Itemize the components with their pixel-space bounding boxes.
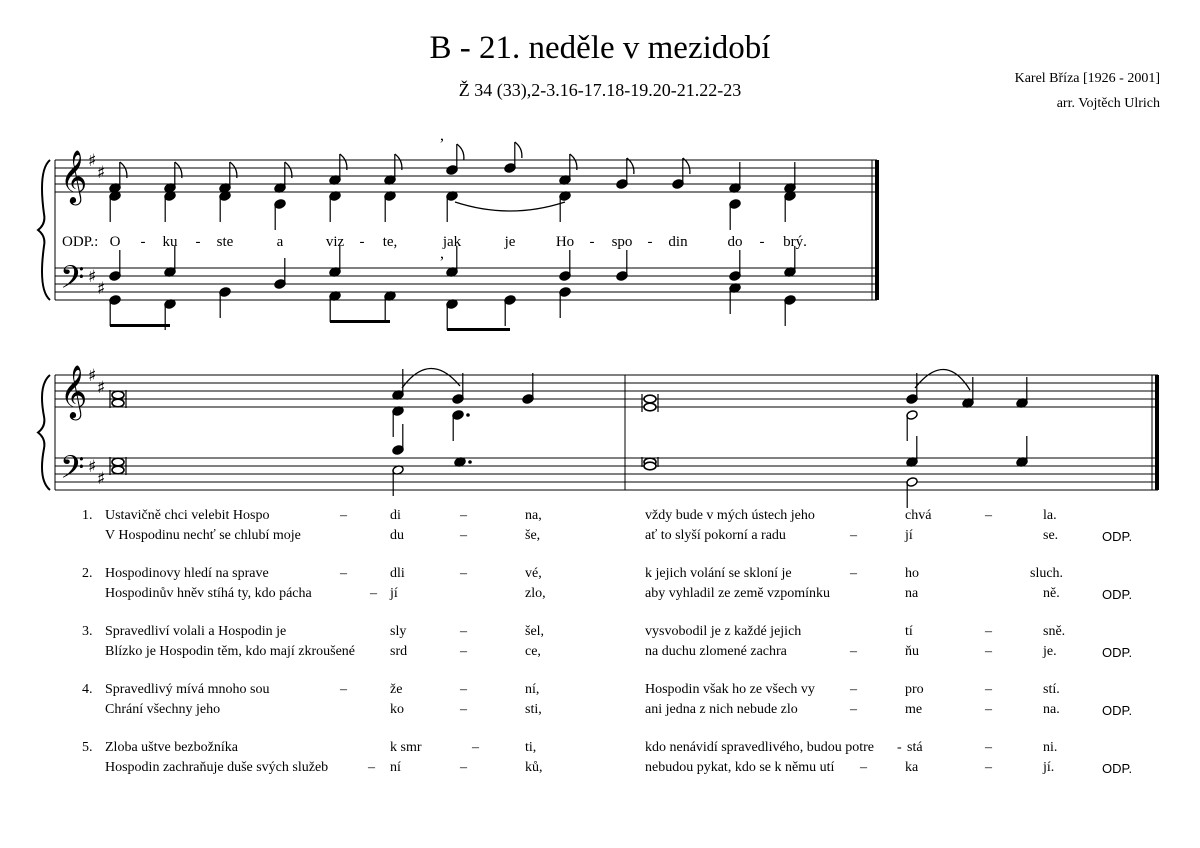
response-syllable: ste xyxy=(216,234,234,250)
verse-fragment: – xyxy=(985,760,992,775)
verse-fragment: Blízko je Hospodin těm, kdo mají zkroušené xyxy=(105,644,356,659)
verse-fragment: di xyxy=(390,508,401,523)
verse-fragment: vé, xyxy=(525,566,542,581)
verse-fragment: k smr xyxy=(390,740,422,755)
sharp-icon: ♯ xyxy=(88,366,97,386)
system-2 xyxy=(38,364,1159,508)
treble-clef-icon: 𝄞 xyxy=(60,149,88,203)
verse-fragment: ať to slyší pokorní a radu xyxy=(645,528,786,543)
verse-fragment: – xyxy=(460,566,467,581)
response-syllable: brý. xyxy=(783,234,807,250)
final-barline xyxy=(1155,375,1159,490)
verse-fragment: na. xyxy=(1043,702,1060,717)
sharp-icon: ♯ xyxy=(97,163,106,183)
verse-fragment: kdo nenávidí spravedlivého, budou potre xyxy=(645,740,875,755)
response-syllable: - xyxy=(359,234,365,250)
verse-fragment: Hospodinovy hledí na sprave xyxy=(105,566,269,581)
system-1 xyxy=(38,127,879,331)
verse-fragment: – xyxy=(850,528,857,543)
verse-fragment: – xyxy=(340,682,347,697)
verse-fragment: – xyxy=(340,508,347,523)
verse-fragment: ně. xyxy=(1043,586,1060,601)
verse-number: 5. xyxy=(82,740,93,755)
verse-fragment: se. xyxy=(1043,528,1059,543)
verse-fragment: – xyxy=(850,566,857,581)
beam xyxy=(110,324,170,327)
verse-fragment: – xyxy=(985,624,992,639)
verse-fragment: – xyxy=(370,586,377,601)
verse-fragment: sně. xyxy=(1043,624,1066,639)
verse-fragment: vysvobodil je z každé jejich xyxy=(645,624,802,639)
verse-fragment: – xyxy=(460,702,467,717)
response-syllable: ku xyxy=(162,234,178,250)
breve-notehead xyxy=(644,403,656,411)
verse-fragment: pro xyxy=(905,682,924,697)
response-syllable: - xyxy=(195,234,201,250)
verse-fragment: – xyxy=(850,644,857,659)
note-flag xyxy=(515,142,522,158)
composer-credit: Karel Bříza [1926 - 2001] xyxy=(1014,71,1160,86)
verse-fragment: aby vyhladil ze země vzpomínku xyxy=(645,586,831,601)
verse-fragment: me xyxy=(905,702,923,717)
breve-notehead xyxy=(112,391,124,399)
verse-fragment: – xyxy=(472,740,479,755)
tie xyxy=(455,202,565,211)
response-syllable: spo xyxy=(611,234,633,250)
response-cue: ODP. xyxy=(1102,703,1133,718)
verse-fragment: – xyxy=(860,760,867,775)
verse-fragment: ka xyxy=(905,760,919,775)
verse-fragment: – xyxy=(985,682,992,697)
verse-fragment: tí xyxy=(905,624,913,639)
beam xyxy=(330,320,390,323)
page-title: B - 21. neděle v mezidobí xyxy=(429,30,771,66)
response-cue: ODP. xyxy=(1102,645,1133,660)
breve-notehead xyxy=(112,458,124,466)
verse-fragment: du xyxy=(390,528,404,543)
verse-fragment: – xyxy=(460,624,467,639)
verse-fragment: – xyxy=(460,508,467,523)
verse-number: 2. xyxy=(82,566,93,581)
verse-fragment: sly xyxy=(390,624,407,639)
response-syllable: - xyxy=(589,234,595,250)
verse-fragment: srd xyxy=(390,644,408,659)
breath-mark: , xyxy=(440,245,444,262)
final-barline xyxy=(875,160,879,300)
verse-fragment: – xyxy=(985,644,992,659)
verse-fragment: V Hospodinu nechť se chlubí moje xyxy=(105,528,301,543)
verse-fragment: – xyxy=(460,682,467,697)
sharp-icon: ♯ xyxy=(97,469,106,489)
verse-fragment: Zloba uštve bezbožníka xyxy=(105,740,238,755)
verse-fragment: ní, xyxy=(525,682,540,697)
verse-fragment: šel, xyxy=(525,624,545,639)
psalm-reference: Ž 34 (33),2-3.16-17.18-19.20-21.22-23 xyxy=(458,80,742,100)
verse-number: 3. xyxy=(82,624,93,639)
response-syllable: O xyxy=(109,234,121,250)
verse-fragment: jí. xyxy=(1043,760,1055,775)
sharp-icon: ♯ xyxy=(97,378,106,398)
brace-icon xyxy=(38,160,50,300)
verse-fragment: stí. xyxy=(1043,682,1060,697)
response-lyrics xyxy=(62,234,807,250)
verse-fragment: ti, xyxy=(525,740,537,755)
verse-fragment: ce, xyxy=(525,644,541,659)
verse-fragment: Spravedliví volali a Hospodin je xyxy=(105,624,287,639)
verse-fragment: – xyxy=(368,760,375,775)
verse-fragment: ani jedna z nich nebude zlo xyxy=(645,702,798,717)
verse-fragment: - xyxy=(897,740,902,755)
response-syllable: - xyxy=(140,234,146,250)
arranger-credit: arr. Vojtěch Ulrich xyxy=(1056,96,1160,111)
verse-fragment: – xyxy=(985,702,992,717)
verse-fragment: – xyxy=(985,508,992,523)
verse-fragment: na xyxy=(905,586,919,601)
note-flag xyxy=(457,144,464,160)
breve-notehead xyxy=(112,399,124,407)
response-syllable: din xyxy=(668,234,688,250)
response-syllable: do xyxy=(727,234,743,250)
verse-fragment: ní xyxy=(390,760,401,775)
verse-fragment: – xyxy=(850,702,857,717)
verse-fragment: jí xyxy=(390,586,398,601)
verse-fragment: ků, xyxy=(525,760,543,775)
response-cue: ODP. xyxy=(1102,587,1133,602)
breath-mark: , xyxy=(440,127,444,144)
verse-fragment: ňu xyxy=(905,644,919,659)
breve-notehead xyxy=(112,466,124,474)
bass-clef-icon: 𝄢 xyxy=(60,449,85,493)
verse-fragment: sluch. xyxy=(1030,566,1064,581)
verse-fragment: – xyxy=(460,644,467,659)
verse-fragment: je. xyxy=(1043,644,1057,659)
verse-fragment: še, xyxy=(525,528,541,543)
verse-fragment: Spravedlivý mívá mnoho sou xyxy=(105,682,270,697)
verse-fragment: nebudou pykat, kdo se k němu utí xyxy=(645,760,835,775)
verse-fragment: sti, xyxy=(525,702,542,717)
verse-fragment: Hospodinův hněv stíhá ty, kdo pácha xyxy=(105,586,312,601)
response-syllable: jak xyxy=(442,234,462,250)
sharp-icon: ♯ xyxy=(88,267,97,287)
response-syllable: je xyxy=(504,234,516,250)
response-syllable: Ho xyxy=(555,234,575,250)
response-syllable: te, xyxy=(382,234,398,250)
beam xyxy=(447,328,510,331)
sharp-icon: ♯ xyxy=(88,151,97,171)
verse-fragment: – xyxy=(460,760,467,775)
augmentation-dot xyxy=(466,413,470,417)
verse-fragment: Hospodin však ho ze všech vy xyxy=(645,682,815,697)
sharp-icon: ♯ xyxy=(88,457,97,477)
breve-notehead xyxy=(644,462,656,470)
response-syllable: a xyxy=(276,234,284,250)
verse-fragment: Ustavičně chci velebit Hospo xyxy=(105,508,270,523)
verse-fragment: chvá xyxy=(905,508,932,523)
verse-fragment: k jejich volání se skloní je xyxy=(645,566,792,581)
verse-fragment: stá xyxy=(907,740,923,755)
response-syllable: - xyxy=(759,234,765,250)
brace-icon xyxy=(38,375,50,490)
response-cue: ODP. xyxy=(1102,761,1133,776)
verse-number: 4. xyxy=(82,682,93,697)
verse-fragment: jí xyxy=(905,528,913,543)
verse-fragment: – xyxy=(340,566,347,581)
slur xyxy=(915,369,970,390)
response-syllable: - xyxy=(647,234,653,250)
response-label: ODP.: xyxy=(62,234,99,250)
verse-fragment: na, xyxy=(525,508,542,523)
verse-fragment: ko xyxy=(390,702,404,717)
verse-fragment: na duchu zlomené zachra xyxy=(645,644,787,659)
verse-fragment: Hospodin zachraňuje duše svých služeb xyxy=(105,760,329,775)
response-syllable: viz xyxy=(325,234,345,250)
verse-fragment: vždy bude v mých ústech jeho xyxy=(645,508,815,523)
verse-fragment: ni. xyxy=(1043,740,1058,755)
verse-fragment: – xyxy=(850,682,857,697)
verse-fragment: že xyxy=(390,682,403,697)
verse-fragment: zlo, xyxy=(525,586,546,601)
bass-clef-icon: 𝄢 xyxy=(60,259,85,303)
augmentation-dot xyxy=(468,460,472,464)
verse-number: 1. xyxy=(82,508,93,523)
verse-fragment: ho xyxy=(905,566,919,581)
treble-clef-icon: 𝄞 xyxy=(60,364,88,418)
verse-fragment: – xyxy=(460,528,467,543)
verse-fragment: la. xyxy=(1043,508,1057,523)
verse-fragment: – xyxy=(985,740,992,755)
breve-notehead xyxy=(644,395,656,403)
slur xyxy=(402,368,460,388)
verse-fragment: dli xyxy=(390,566,405,581)
sharp-icon: ♯ xyxy=(97,279,106,299)
verse-fragment: Chrání všechny jeho xyxy=(105,702,221,717)
response-cue: ODP. xyxy=(1102,529,1133,544)
